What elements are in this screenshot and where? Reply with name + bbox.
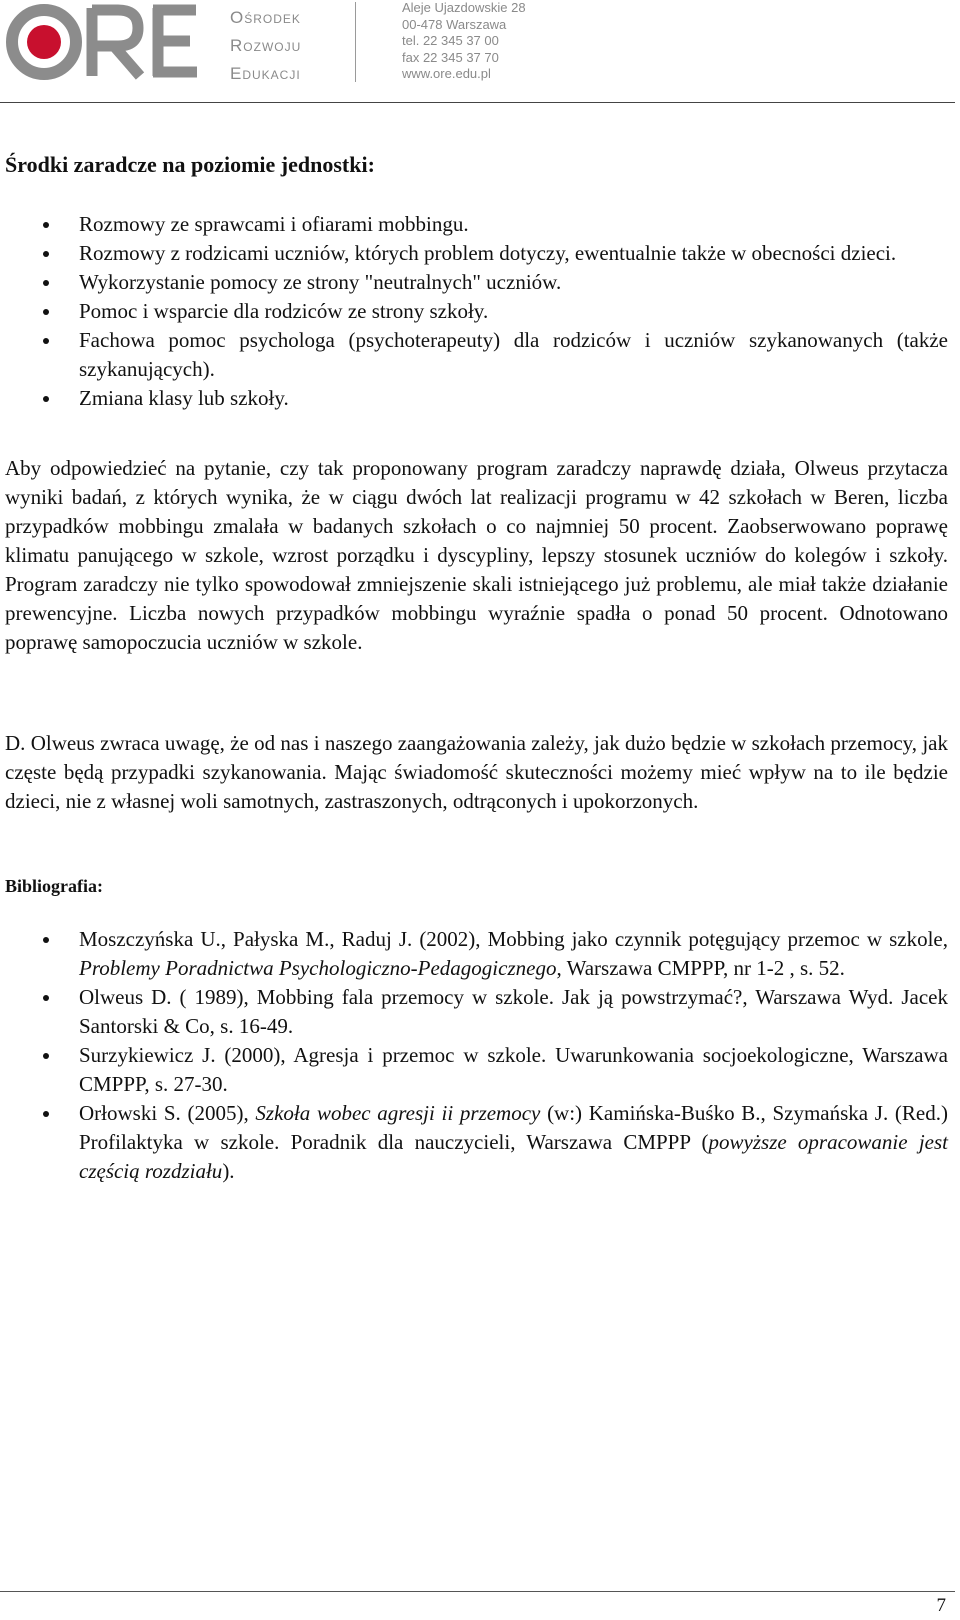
bibliography-list	[0, 925, 948, 1186]
address-line: fax 22 345 37 70	[402, 49, 499, 65]
section-title: Środki zaradcze na poziomie jednostki:	[5, 152, 375, 177]
address-line: 00-478 Warszawa	[402, 16, 507, 32]
org-name-line: Ośrodek	[230, 8, 301, 27]
page-header	[0, 0, 960, 104]
citation-text: Orłowski S. (2005),	[79, 1101, 256, 1125]
ore-logo	[0, 0, 215, 90]
header-rule	[0, 102, 955, 103]
citation-text: , Warszawa CMPPP, nr 1-2 , s. 52.	[556, 956, 845, 980]
citation-italic: Problemy Poradnictwa Psychologiczno-Pedagogicznego	[79, 956, 557, 980]
citation-text: ).	[222, 1159, 235, 1183]
address-line: Aleje Ujazdowskie 28	[402, 0, 526, 15]
citation-text: Surzykiewicz J. (2000), Agresja i przemoc w szkole. Uwarunkowania socjoekologiczne, Warszawa CMPPP, s. 27-30.	[79, 1043, 948, 1096]
citation-italic: Szkoła wobec agresji ii przemocy	[255, 1101, 541, 1125]
bibliography-item	[0, 925, 948, 983]
page-number: 7	[936, 1595, 946, 1616]
footer-rule	[0, 1591, 955, 1592]
paragraph: Aby odpowiedzieć na pytanie, czy tak proponowany program zaradczy naprawdę działa, Olweus przytacza wyniki badań, z których wynika, że w ciągu dwóch lat realizacji programu w 42 szkołach w Beren, liczba przypadków mobbingu zmalała w badanych szkołach o co najmniej 50 procent. Zaobserwowano poprawę klimatu panującego w szkole, wzrost porządku i dyscypliny, lepszy stosunek uczniów do kolegów i szkoły. Program zaradczy nie tylko spowodował zmniejszenie skali istniejącego już problemu, ale miał także działanie prewencyjne. Liczba nowych przypadków mobbingu wyraźnie spadła o ponad 50 procent. Odnotowano poprawę samopoczucia uczniów w szkole.	[5, 456, 948, 654]
list-item: Fachowa pomoc psychologa (psychoterapeuty) dla rodziców i uczniów szykanowanych (także szykanujących).	[0, 326, 948, 384]
org-name	[230, 4, 301, 88]
org-name-line: Edukacji	[230, 64, 301, 83]
list-item: Zmiana klasy lub szkoły.	[0, 384, 948, 413]
address-line: www.ore.edu.pl	[402, 66, 491, 81]
list-item: Wykorzystanie pomocy ze strony "neutralnych" uczniów.	[0, 268, 948, 297]
bibliography-title: Bibliografia:	[5, 876, 103, 896]
remedies-list	[0, 210, 948, 413]
list-item: Pomoc i wsparcie dla rodziców ze strony szkoły.	[0, 297, 948, 326]
citation-italic: powyższe opracowanie jest częścią rozdziału	[79, 1130, 948, 1183]
address-line: tel. 22 345 37 00	[402, 33, 499, 48]
citation-text: Moszczyńska U., Pałyska M., Raduj J. (2002), Mobbing jako czynnik potęgujący przemoc w szkole,	[79, 927, 948, 951]
header-divider	[355, 2, 356, 82]
bibliography-item	[0, 983, 948, 1041]
org-address	[402, 0, 526, 83]
list-item: Rozmowy z rodzicami uczniów, których problem dotyczy, ewentualnie także w obecności dzieci.	[0, 239, 948, 268]
org-name-line: Rozwoju	[230, 36, 302, 55]
citation-text: (w:) Kamińska-Buśko B., Szymańska J. (Red.) Profilaktyka w szkole. Poradnik dla nauczycieli, Warszawa CMPPP (	[79, 1101, 948, 1154]
paragraph: D. Olweus zwraca uwagę, że od nas i naszego zaangażowania zależy, jak dużo będzie w szkołach przemocy, jak częste będą przypadki szykanowania. Mając świadomość skuteczności możemy mieć wpływ na to ile będzie dzieci, nie z własnej woli samotnych, zastraszonych, odtrąconych i upokorzonych.	[5, 731, 948, 813]
bibliography-item	[0, 1099, 948, 1186]
citation-text: Olweus D. ( 1989), Mobbing fala przemocy w szkole. Jak ją powstrzymać?, Warszawa Wyd. Jacek Santorski & Co, s. 16-49.	[79, 985, 948, 1038]
list-item: Rozmowy ze sprawcami i ofiarami mobbingu.	[0, 210, 948, 239]
bibliography-item	[0, 1041, 948, 1099]
